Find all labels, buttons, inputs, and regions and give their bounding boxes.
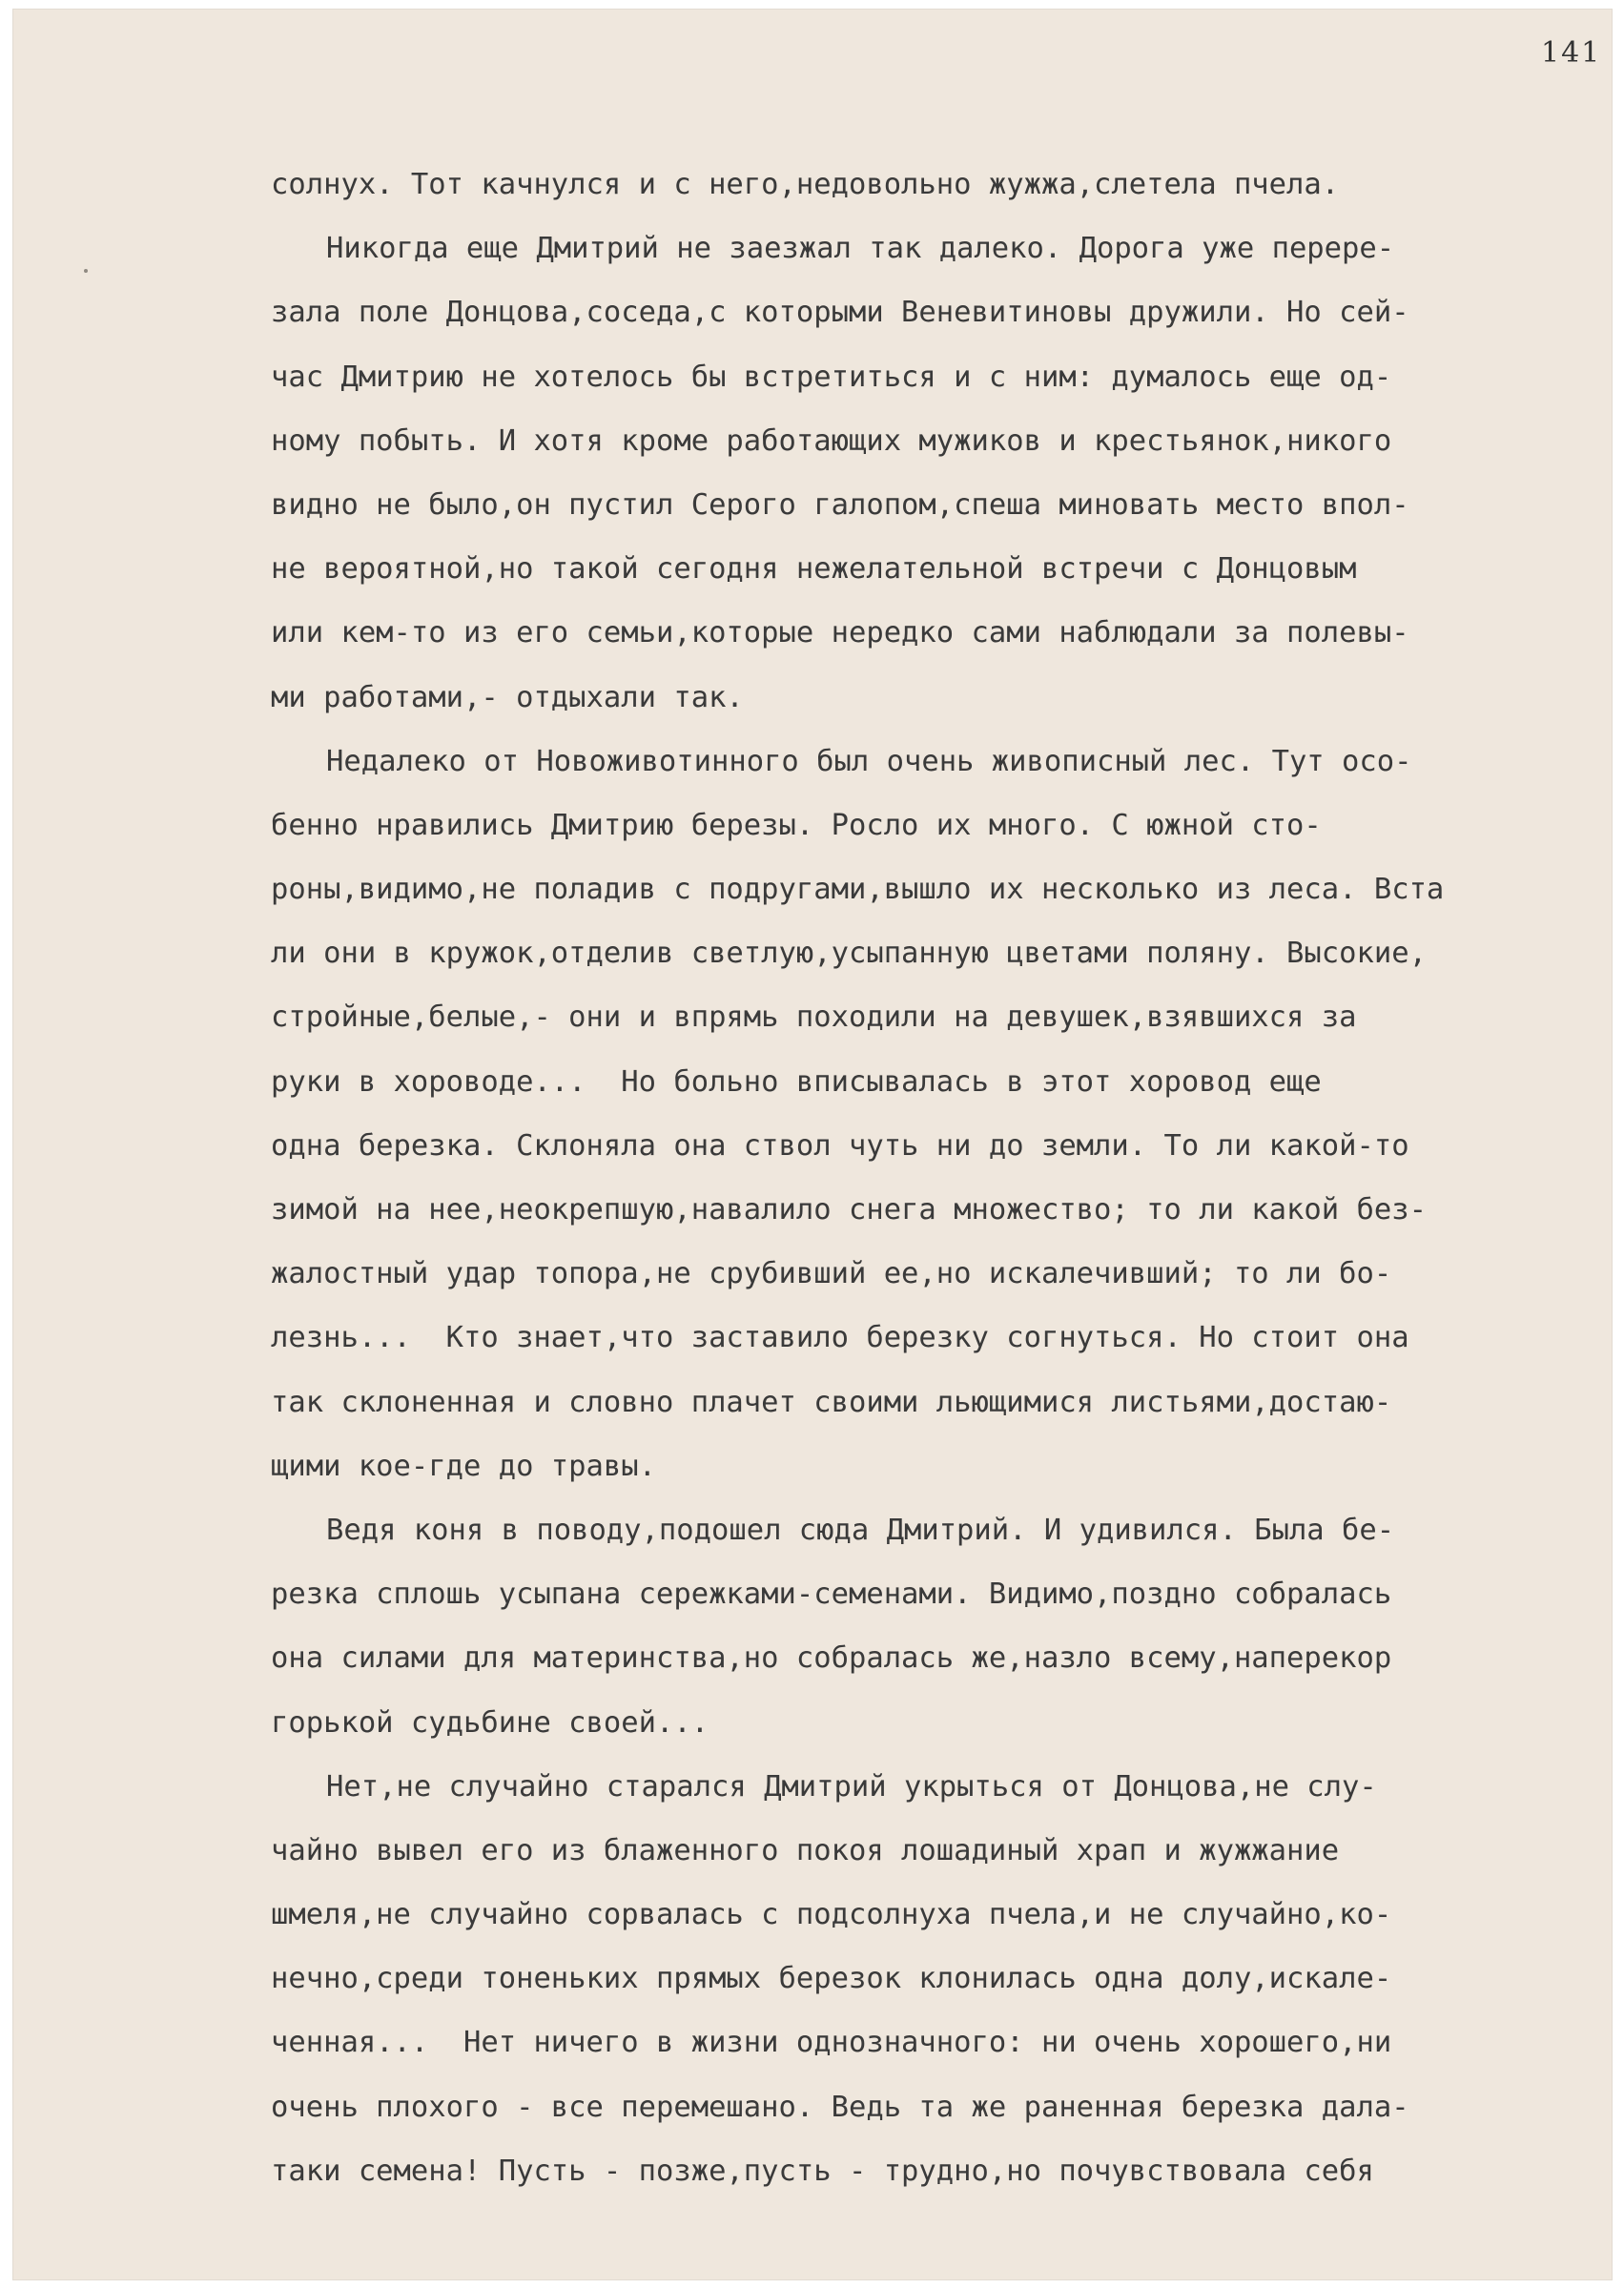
text-line: жалостный удар топора,не срубивший ее,но искалечивший; то ли бо-	[271, 1257, 1392, 1291]
text-line: лезнь... Кто знает,что заставило березку согнуться. Но стоит она	[271, 1321, 1409, 1355]
text-line: стройные,белые,- они и впрямь походили на девушек,взявшихся за	[271, 1000, 1357, 1035]
text-line: ченная... Нет ничего в жизни однозначного: ни очень хорошего,ни	[271, 2026, 1392, 2060]
page-number: 141	[1541, 36, 1602, 70]
text-line: ли они в кружок,отделив светлую,усыпанную цветами поляну. Высокие,	[271, 937, 1427, 971]
text-line: так склоненная и словно плачет своими льющимися листьями,достаю-	[271, 1385, 1392, 1419]
text-line: Ведя коня в поводу,подошел сюда Дмитрий. И удивился. Была бе-	[326, 1513, 1395, 1547]
text-line: одна березка. Склоняла она ствол чуть ни до земли. То ли какой-то	[271, 1128, 1409, 1163]
document-page	[13, 10, 1612, 2279]
text-line: щими кое-где до травы.	[271, 1449, 656, 1483]
text-line: роны,видимо,не поладив с подругами,вышло их несколько из леса. Вста	[271, 873, 1445, 907]
text-line: резка сплошь усыпана сережками-семенами. Видимо,поздно собралась	[271, 1578, 1392, 1612]
text-line: зала поле Донцова,соседа,с которыми Веневитиновы дружили. Но сей-	[271, 296, 1409, 330]
typewritten-text	[271, 153, 1577, 2203]
text-line: Недалеко от Новоживотинного был очень живописный лес. Тут осо-	[326, 744, 1412, 778]
text-line: чайно вывел его из блаженного покоя лошадиный храп и жужжание	[271, 1833, 1340, 1867]
text-line: ному побыть. И хотя кроме работающих мужиков и крестьянок,никого	[271, 423, 1392, 458]
text-line: ми работами,- отдыхали так.	[271, 680, 744, 714]
text-line: Нет,не случайно старался Дмитрий укрыться от Донцова,не слу-	[326, 1769, 1377, 1804]
text-line: горькой судьбине своей...	[271, 1705, 709, 1740]
text-line: видно не было,он пустил Серого галопом,спеша миновать место впол-	[271, 487, 1409, 522]
text-line: Никогда еще Дмитрий не заезжал так далеко. Дорога уже перере-	[326, 232, 1395, 266]
text-line: она силами для материнства,но собралась же,назло всему,наперекор	[271, 1641, 1392, 1676]
text-line: бенно нравились Дмитрию березы. Росло их много. С южной сто-	[271, 808, 1322, 842]
paper-speck	[84, 269, 88, 273]
text-line: нечно,среди тоненьких прямых березок клонилась одна долу,искале-	[271, 1962, 1392, 1996]
text-line: не вероятной,но такой сегодня нежелательной встречи с Донцовым	[271, 552, 1357, 587]
text-line: очень плохого - все перемешано. Ведь та же раненная березка дала-	[271, 2090, 1409, 2124]
text-line: солнух. Тот качнулся и с него,недовольно жужжа,слетела пчела.	[271, 168, 1340, 201]
text-line: или кем-то из его семьи,которые нередко сами наблюдали за полевы-	[271, 616, 1409, 650]
text-line: руки в хороводе... Но больно вписывалась в этот хоровод еще	[271, 1064, 1322, 1099]
text-line: час Дмитрию не хотелось бы встретиться и с ним: думалось еще од-	[271, 360, 1392, 394]
text-line: зимой на нее,неокрепшую,навалило снега множество; то ли какой без-	[271, 1193, 1427, 1227]
text-line: шмеля,не случайно сорвалась с подсолнуха пчела,и не случайно,ко-	[271, 1898, 1392, 1932]
text-line: таки семена! Пусть - позже,пусть - трудно,но почувствовала себя	[271, 2154, 1374, 2188]
